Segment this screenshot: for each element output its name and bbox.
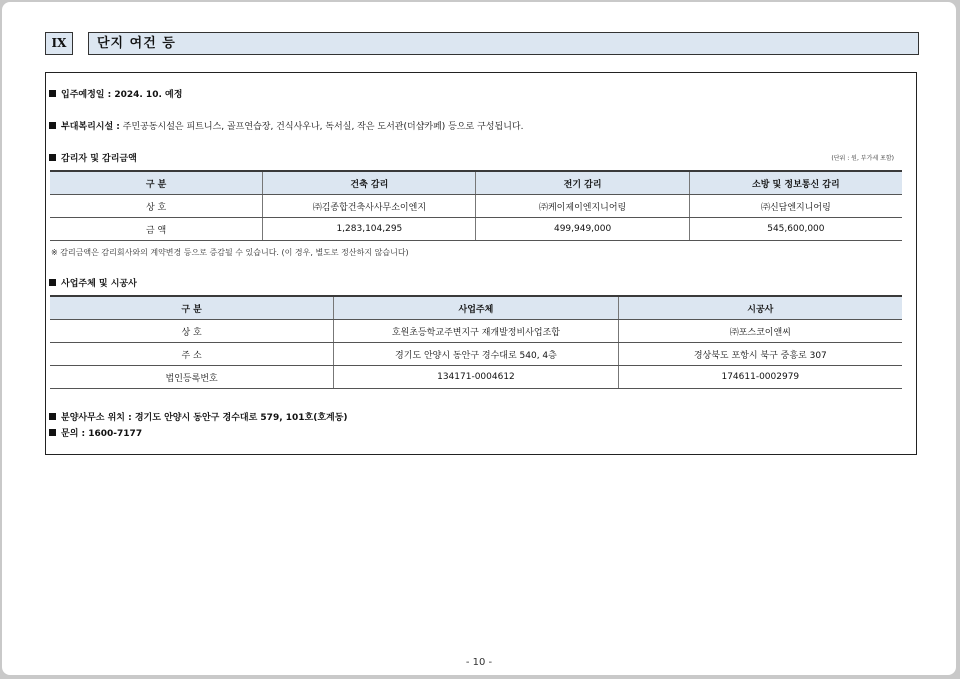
content-box xyxy=(45,72,917,455)
bullet-square-icon xyxy=(49,90,56,97)
supervision-table xyxy=(50,170,902,241)
section-header xyxy=(45,32,919,54)
sales-office-text: 분양사무소 위치 : 경기도 안양시 동안구 경수대로 579, 101호(호계동) xyxy=(61,413,348,423)
bullet-square-icon xyxy=(49,154,56,161)
table-cell: 호원초등학교주변지구 재개발정비사업조합 xyxy=(334,320,618,343)
business-heading-line xyxy=(49,276,137,289)
table-header-cell: 구 분 xyxy=(50,296,334,320)
bullet-square-icon xyxy=(49,413,56,420)
supervision-note: ※ 감리금액은 감리회사와의 계약변경 등으로 증감될 수 있습니다. (이 경우, 별도로 정산하지 않습니다) xyxy=(51,248,409,257)
table-header-cell: 사업주체 xyxy=(334,296,618,320)
table-header-row xyxy=(50,171,902,195)
table-cell: 주 소 xyxy=(50,343,334,366)
table-cell: 134171-0004612 xyxy=(334,366,618,389)
table-cell: 경상북도 포항시 북구 중흥로 307 xyxy=(618,343,902,366)
table-header-cell: 시공사 xyxy=(618,296,902,320)
table-row xyxy=(50,195,902,218)
table-cell: 545,600,000 xyxy=(689,218,902,241)
table-cell: 499,949,000 xyxy=(476,218,689,241)
sales-office-line xyxy=(49,410,348,423)
table-cell: 1,283,104,295 xyxy=(263,218,476,241)
table-cell: ㈜김종합건축사사무소이엔지 xyxy=(263,195,476,218)
facilities-text: 주민공동시설은 피트니스, 골프연습장, 건식사우나, 독서실, 작은 도서관(더샵카페) 등으로 구성됩니다. xyxy=(119,122,524,132)
table-row xyxy=(50,366,902,389)
table-cell: 174611-0002979 xyxy=(618,366,902,389)
table-header-cell: 소방 및 정보통신 감리 xyxy=(689,171,902,195)
inquiry-line xyxy=(49,426,142,439)
table-cell: 경기도 안양시 동안구 경수대로 540, 4층 xyxy=(334,343,618,366)
move-in-line xyxy=(49,87,182,100)
section-number: IX xyxy=(45,32,73,55)
business-heading: 사업주체 및 시공사 xyxy=(61,279,137,289)
bullet-square-icon xyxy=(49,279,56,286)
table-row xyxy=(50,218,902,241)
table-cell: ㈜포스코이앤씨 xyxy=(618,320,902,343)
section-title: 단지 여건 등 xyxy=(88,32,919,55)
supervision-heading: 감리자 및 감리금액 xyxy=(61,154,137,164)
table-header-cell: 전기 감리 xyxy=(476,171,689,195)
supervision-heading-line xyxy=(49,151,137,164)
move-in-text: 입주예정일 : 2024. 10. 예정 xyxy=(61,90,183,100)
business-table xyxy=(50,295,902,389)
table-cell: 법인등록번호 xyxy=(50,366,334,389)
facilities-label: 부대복리시설 : xyxy=(61,122,120,132)
page-number: - 10 - xyxy=(465,657,493,668)
facilities-line xyxy=(49,119,523,132)
table-row xyxy=(50,320,902,343)
unit-note: (단위 : 원, 부가세 포함) xyxy=(831,155,894,162)
table-header-cell: 건축 감리 xyxy=(263,171,476,195)
table-cell: 상 호 xyxy=(50,195,263,218)
table-cell: ㈜케이제이엔지니어링 xyxy=(476,195,689,218)
table-row xyxy=(50,343,902,366)
table-cell: 금 액 xyxy=(50,218,263,241)
inquiry-text: 문의 : 1600-7177 xyxy=(61,429,143,439)
table-cell: 상 호 xyxy=(50,320,334,343)
document-page xyxy=(2,2,956,675)
table-cell: ㈜신담엔지니어링 xyxy=(689,195,902,218)
bullet-square-icon xyxy=(49,122,56,129)
table-header-cell: 구 분 xyxy=(50,171,263,195)
table-header-row xyxy=(50,296,902,320)
bullet-square-icon xyxy=(49,429,56,436)
